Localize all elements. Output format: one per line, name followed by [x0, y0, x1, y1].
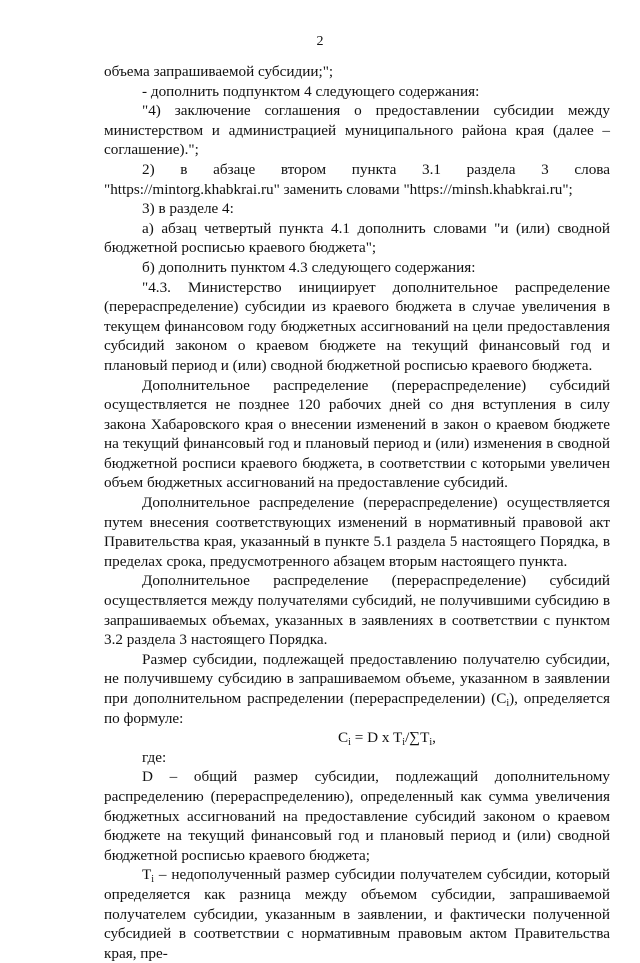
page-number: 2 [316, 34, 324, 49]
paragraph: - дополнить подпунктом 4 следующего содержания: [142, 82, 480, 100]
paragraph: Дополнительное распределение (перераспределение) субсидий осуществляется между получателями субсидий, не получившими субсидию в запрашиваемых объемах, указанных в заявлениях в соответствии с пунктом 3.2 раздела 3 настоящего Порядка. [104, 572, 610, 649]
paragraph: 3) в разделе 4: [142, 200, 234, 218]
paragraph: $T_i$ – недополученный размер субсидии получателем субсидии, который определяется как разница между объемом субсидии, запрашиваемой получателем субсидии, указанным в заявлении, и фактически полученной субсидией в соответствии с нормативным правовым актом Правительства края, пре- [104, 866, 610, 962]
paragraph: Дополнительное распределение (перераспределение) субсидий осуществляется не позднее 120 рабочих дней со дня вступления в силу закона Хабаровского края о внесении изменений в закон о краевом бюджете на текущий финансовый год и плановый период и (или) изменения в сводной бюджетной росписи краевого бюджета, в соответствии с которыми увеличен объем бюджетных ассигнований на предоставление субсидий. [104, 376, 610, 492]
paragraph: объема запрашиваемой субсидии;"; [104, 63, 334, 80]
paragraph: D – общий размер субсидии, подлежащий дополнительному распределению (перераспределению), определенный как сумма увеличения бюджетных ассигнований на предоставление субсидий законом о краевом бюджете на текущий финансовый год и плановый период и (или) сводной бюджетной росписью краевого бюджета; [104, 768, 610, 864]
paragraph: б) дополнить пунктом 4.3 следующего содержания: [142, 258, 476, 276]
paragraph: а) абзац четвертый пункта 4.1 дополнить словами "и (или) сводной бюджетной росписью краевого бюджета"; [104, 219, 610, 257]
paragraph: 2) в абзаце втором пункта 3.1 раздела 3 слова "https://mintorg.khabkrai.ru" заменить словами "https://minsh.khabkrai.ru"; [104, 160, 610, 198]
paragraph: Размер субсидии, подлежащей предоставлению получателю субсидии, не получившему субсидию в запрашиваемом объеме, указанном в заявлении при дополнительном распределении (перераспределении) $(C_i)$, определяется по формуле: [104, 650, 610, 727]
paragraph: Дополнительное распределение (перераспределение) осуществляется путем внесения соответствующих изменений в нормативный правовой акт Правительства края, указанный в пункте 5.1 раздела 5 настоящего Порядка, в пределах срока, предусмотренного абзацем вторым настоящего пункта. [104, 494, 610, 570]
paragraph: где: [142, 748, 167, 766]
formula: $C_i = D$ x $T_i/\sum T_i$, [338, 729, 436, 749]
paragraph: "4.3. Министерство инициирует дополнительное распределение (перераспределение) субсидии из краевого бюджета в случае увеличения в текущем финансовом году бюджетных ассигнований на цели предоставления субсидий законом о краевом бюджете на текущий финансовый год и плановый период и (или) сводной бюджетной росписью краевого бюджета. [104, 278, 610, 374]
document-body [104, 62, 610, 963]
paragraph: "4) заключение соглашения о предоставлении субсидии между министерством и администрацией муниципального района края (далее – соглашение)."; [104, 102, 610, 159]
